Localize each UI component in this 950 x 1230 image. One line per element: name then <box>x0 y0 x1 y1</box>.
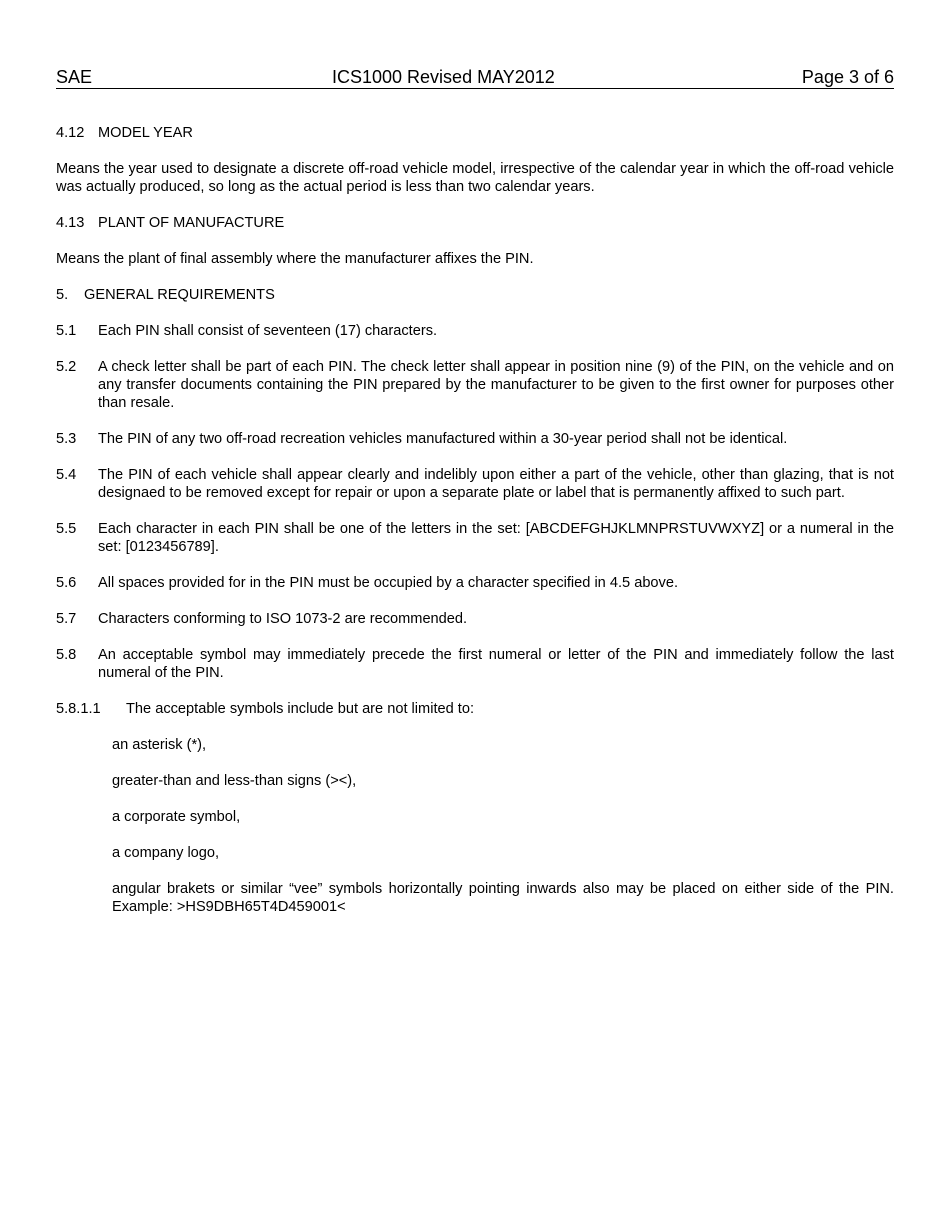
symbol-list-item: a corporate symbol, <box>112 809 241 825</box>
section-heading-5 <box>56 286 894 304</box>
requirement-text: The PIN of any two off-road recreation vehicles manufactured within a 30-year period shall not be identical. <box>98 431 788 447</box>
section-4-12-body: Means the year used to designate a discrete off-road vehicle model, irrespective of the calendar year in which the off-road vehicle was actually produced, so long as the actual period is less than two calendar years. <box>56 161 894 195</box>
subsection-text: The acceptable symbols include but are not limited to: <box>126 701 475 717</box>
section-title: MODEL YEAR <box>98 125 193 141</box>
section-heading-4-13 <box>56 214 894 232</box>
requirement-number: 5.1 <box>56 323 77 339</box>
requirement-text: Characters conforming to ISO 1073-2 are recommended. <box>98 611 468 627</box>
header-page-number: Page 3 of 6 <box>801 67 894 87</box>
requirement-text: Each PIN shall consist of seventeen (17) characters. <box>98 323 438 339</box>
requirement-item <box>56 358 894 412</box>
requirement-text: All spaces provided for in the PIN must be occupied by a character specified in 4.5 above. <box>98 575 679 591</box>
requirement-number: 5.3 <box>56 431 77 447</box>
requirement-text: A check letter shall be part of each PIN. The check letter shall appear in position nine (9) of the PIN, on the vehicle and on any transfer documents containing the PIN prepared by the manufacturer to be given to the first owner for purposes other than resale. <box>98 359 894 411</box>
requirement-number: 5.7 <box>56 611 77 627</box>
symbol-list-item: greater-than and less-than signs (><), <box>112 773 357 789</box>
requirement-item <box>56 574 894 592</box>
acceptable-symbols-list <box>112 736 894 916</box>
requirement-item <box>56 430 894 448</box>
section-number: 4.12 <box>56 125 85 141</box>
requirement-number: 5.2 <box>56 359 77 375</box>
section-4-13-body: Means the plant of final assembly where the manufacturer affixes the PIN. <box>56 251 534 267</box>
requirement-text: An acceptable symbol may immediately precede the first numeral or letter of the PIN and immediately follow the last numeral of the PIN. <box>98 647 894 681</box>
requirement-item <box>56 646 894 682</box>
requirement-number: 5.6 <box>56 575 77 591</box>
symbol-list-item: angular brakets or similar “vee” symbols horizontally pointing inwards also may be placed on either side of the PIN. Example: >HS9DBH65T4D459001< <box>112 881 894 915</box>
requirement-text: The PIN of each vehicle shall appear clearly and indelibly upon either a part of the vehicle, other than glazing, that is not designaed to be removed except for repair or upon a separate plate or label that is permanently affixed to such part. <box>98 467 894 501</box>
symbol-list-item: an asterisk (*), <box>112 737 207 753</box>
requirement-number: 5.5 <box>56 521 77 537</box>
requirement-item <box>56 610 894 628</box>
header-document-id: ICS1000 Revised MAY2012 <box>332 67 555 87</box>
requirement-text: Each character in each PIN shall be one of the letters in the set: [ABCDEFGHJKLMNPRSTUVWXYZ] or a numeral in the set: [0123456789]. <box>98 521 894 555</box>
section-number: 5. <box>56 287 69 303</box>
page-header <box>56 66 894 89</box>
subsection-5-8-1-1 <box>56 700 894 718</box>
section-title: GENERAL REQUIREMENTS <box>84 287 275 303</box>
requirement-item <box>56 520 894 556</box>
section-title: PLANT OF MANUFACTURE <box>98 215 285 231</box>
document-body <box>56 124 894 934</box>
symbol-list-item: a company logo, <box>112 845 220 861</box>
subsection-number: 5.8.1.1 <box>56 701 101 717</box>
requirement-number: 5.4 <box>56 467 77 483</box>
requirement-item <box>56 322 894 340</box>
section-heading-4-12 <box>56 124 894 142</box>
requirement-item <box>56 466 894 502</box>
header-organization: SAE <box>56 67 93 87</box>
section-number: 4.13 <box>56 215 85 231</box>
requirement-number: 5.8 <box>56 647 77 663</box>
